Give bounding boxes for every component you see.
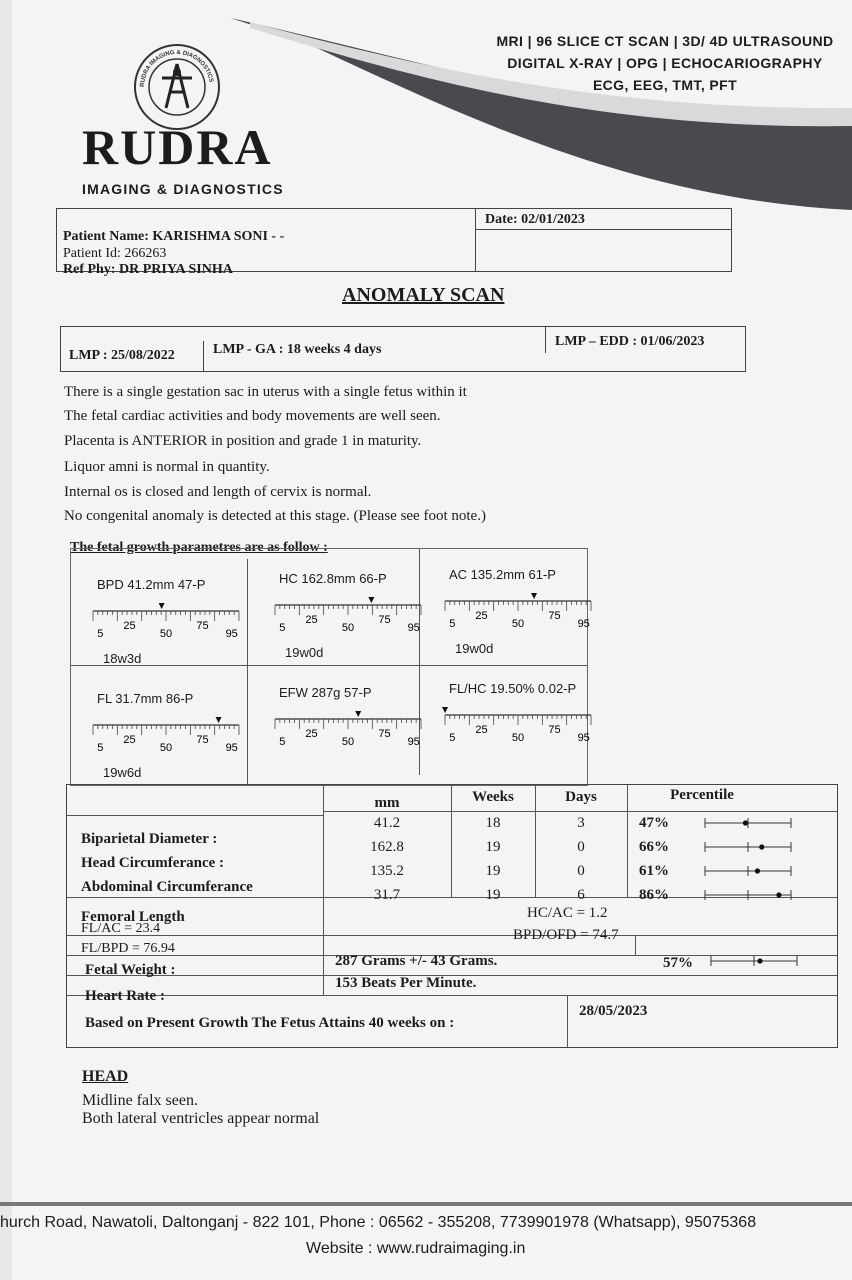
scale-tick-label: 5 (449, 732, 456, 743)
growth-cell-label: FL 31.7mm 86-P (97, 691, 194, 706)
services-line-2: DIGITAL X-RAY | OPG | ECHOCARIOGRAPHY (507, 55, 823, 71)
growth-percentile-scale (439, 589, 599, 629)
fl-bpd-ratio: FL/BPD = 76.94 (81, 941, 175, 956)
fetal-weight-percentile-bar (707, 953, 807, 969)
scale-tick-label: 5 (97, 742, 104, 753)
percentile-marker (355, 711, 361, 717)
fetal-weight-percentile: 57% (663, 955, 693, 971)
head-heading: HEAD (82, 1068, 129, 1085)
finding-6: No congenital anomaly is detected at this stage. (Please see foot note.) (64, 508, 486, 524)
finding-2: The fetal cardiac activities and body movements are well seen. (64, 408, 441, 424)
table-cell-days: 0 (577, 839, 585, 855)
patient-id: Patient Id: 266263 (63, 246, 167, 261)
scale-tick-label: 50 (511, 732, 525, 743)
header-mm: mm (374, 795, 400, 811)
scale-tick-label: 25 (475, 724, 488, 736)
lmp-date: LMP : 25/08/2022 (69, 348, 175, 363)
growth-percentile-scale (439, 703, 599, 743)
percentile-dot (755, 868, 760, 873)
scale-tick-label: 75 (548, 724, 561, 736)
percentile-marker (216, 717, 222, 723)
scale-tick-label: 50 (341, 622, 355, 633)
expected-delivery-date: LMP – EDD : 01/06/2023 (555, 334, 705, 349)
scale-tick-label: 5 (279, 736, 286, 747)
growth-cell (77, 563, 247, 673)
growth-cell (429, 553, 599, 663)
gestational-age: LMP - GA : 18 weeks 4 days (213, 342, 382, 357)
percentile-dot (776, 892, 781, 897)
term-date: 28/05/2023 (579, 1003, 648, 1019)
scale-tick-label: 95 (577, 618, 590, 629)
percentile-bar (701, 863, 801, 879)
brand-name: RUDRA (82, 119, 273, 175)
footer-website: Website : www.rudraimaging.in (306, 1240, 526, 1257)
finding-1: There is a single gestation sac in uterus with a single fetus within it (64, 384, 467, 400)
finding-4: Liquor amni is normal in quantity. (64, 459, 270, 475)
head-line-2: Both lateral ventricles appear normal (82, 1110, 320, 1127)
header-percentile: Percentile (670, 787, 734, 803)
scale-tick-label: 75 (378, 614, 391, 626)
scale-tick-label: 50 (341, 736, 355, 747)
growth-cell-label: EFW 287g 57-P (279, 685, 372, 700)
scale-tick-label: 95 (407, 622, 420, 633)
scale-tick-label: 50 (511, 618, 525, 629)
bpd-ofd-ratio: BPD/OFD = 74.7 (513, 927, 619, 943)
percentile-marker (442, 707, 448, 713)
scale-tick-label: 95 (225, 628, 238, 639)
growth-percentile-scale (269, 707, 429, 747)
table-cell-mm: 135.2 (370, 863, 404, 879)
header-weeks: Weeks (472, 789, 514, 805)
growth-cell-label: AC 135.2mm 61-P (449, 567, 556, 582)
percentile-marker (368, 597, 374, 603)
growth-cell-ga: 18w3d (103, 651, 142, 666)
growth-cell (259, 557, 429, 667)
scale-tick-label: 75 (196, 620, 209, 632)
footer-divider (0, 1202, 852, 1206)
scale-tick-label: 5 (97, 628, 104, 639)
growth-cell (259, 671, 429, 781)
biometry-table (66, 784, 838, 1048)
femoral-length-label: Femoral Length (81, 909, 185, 925)
scale-tick-label: 50 (159, 628, 173, 639)
scale-tick-label: 75 (196, 734, 209, 746)
percentile-marker (531, 593, 537, 599)
patient-name: Patient Name: KARISHMA SONI - - (63, 229, 285, 244)
growth-percentile-scale (87, 599, 247, 639)
scale-tick-label: 95 (577, 732, 590, 743)
table-cell-mm: 31.7 (373, 887, 401, 903)
svg-text:RUDRA IMAGING & DIAGNOSTICS: RUDRA IMAGING & DIAGNOSTICS (139, 49, 214, 88)
growth-cell-ga: 19w0d (455, 641, 494, 656)
ref-physician: Ref Phy: DR PRIYA SINHA (63, 262, 233, 277)
percentile-dot (759, 844, 764, 849)
table-cell-mm: 162.8 (370, 839, 404, 855)
fetal-weight-value: 287 Grams +/- 43 Grams. (335, 953, 498, 969)
scale-tick-label: 25 (123, 620, 136, 632)
scale-tick-label: 25 (305, 614, 318, 626)
table-cell-days: 0 (577, 863, 585, 879)
table-row-label: Head Circumferance : (81, 855, 225, 871)
table-cell-weeks: 19 (485, 887, 501, 903)
scale-tick-label: 50 (159, 742, 173, 753)
scale-tick-label: 75 (548, 610, 561, 622)
table-cell-weeks: 19 (485, 863, 501, 879)
brand-subtitle: IMAGING & DIAGNOSTICS (82, 181, 284, 197)
scale-tick-label: 95 (407, 736, 420, 747)
table-cell-percentile: 47% (639, 815, 669, 831)
table-cell-percentile: 86% (639, 887, 669, 903)
footer-address: hurch Road, Nawatoli, Daltonganj - 822 101, Phone : 06562 - 355208, 7739901978 (Whatsapp), 95075368 (0, 1214, 757, 1231)
finding-3: Placenta is ANTERIOR in position and grade 1 in maturity. (64, 433, 422, 449)
services-list (470, 30, 852, 96)
services-line-1: MRI | 96 SLICE CT SCAN | 3D/ 4D ULTRASOUND (496, 33, 834, 49)
heart-rate-value: 153 Beats Per Minute. (335, 975, 477, 991)
percentile-marker (159, 603, 165, 609)
table-row-label: Biparietal Diameter : (81, 831, 218, 847)
scale-tick-label: 5 (449, 618, 456, 629)
patient-info-box (56, 208, 732, 277)
table-cell-percentile: 61% (639, 863, 669, 879)
percentile-bar (701, 815, 801, 831)
scale-tick-label: 75 (378, 728, 391, 740)
table-cell-weeks: 19 (485, 839, 501, 855)
head-line-1: Midline falx seen. (82, 1092, 198, 1109)
growth-cell-label: BPD 41.2mm 47-P (97, 577, 206, 592)
table-row-label: Abdominal Circumferance (81, 879, 253, 895)
growth-percentile-scale (87, 713, 247, 753)
fl-ac-ratio: FL/AC = 23.4 (81, 921, 161, 936)
report-title: ANOMALY SCAN (342, 284, 505, 306)
table-cell-days: 3 (577, 815, 585, 831)
percentile-dot (743, 820, 748, 825)
growth-cell-ga: 19w6d (103, 765, 142, 780)
scale-tick-label: 25 (475, 610, 488, 622)
growth-cell (429, 667, 599, 777)
growth-cell-label: FL/HC 19.50% 0.02-P (449, 681, 577, 696)
scale-tick-label: 5 (279, 622, 286, 633)
report-date: Date: 02/01/2023 (485, 212, 585, 227)
lmp-box (60, 326, 746, 372)
percentile-dot (757, 958, 762, 963)
hc-ac-ratio: HC/AC = 1.2 (527, 905, 608, 921)
scale-tick-label: 95 (225, 742, 238, 753)
fetal-weight-label: Fetal Weight : (85, 962, 176, 978)
percentile-bar (701, 839, 801, 855)
heart-rate-label: Heart Rate : (85, 988, 165, 1004)
growth-chart-grid (70, 548, 588, 786)
term-label: Based on Present Growth The Fetus Attains 40 weeks on : (85, 1015, 455, 1031)
scale-tick-label: 25 (305, 728, 318, 740)
growth-heading: The fetal growth parametres are as follow : (70, 540, 328, 555)
table-cell-mm: 41.2 (373, 815, 401, 831)
header-days: Days (565, 789, 597, 805)
scale-tick-label: 25 (123, 734, 136, 746)
growth-cell-ga: 19w0d (285, 645, 324, 660)
table-cell-days: 6 (577, 887, 585, 903)
growth-cell (77, 677, 247, 787)
table-cell-percentile: 66% (639, 839, 669, 855)
services-line-3: ECG, EEG, TMT, PFT (592, 77, 738, 93)
table-cell-weeks: 18 (485, 815, 501, 831)
growth-cell-label: HC 162.8mm 66-P (279, 571, 387, 586)
growth-percentile-scale (269, 593, 429, 633)
finding-5: Internal os is closed and length of cervix is normal. (64, 484, 372, 500)
percentile-bar (701, 887, 801, 903)
